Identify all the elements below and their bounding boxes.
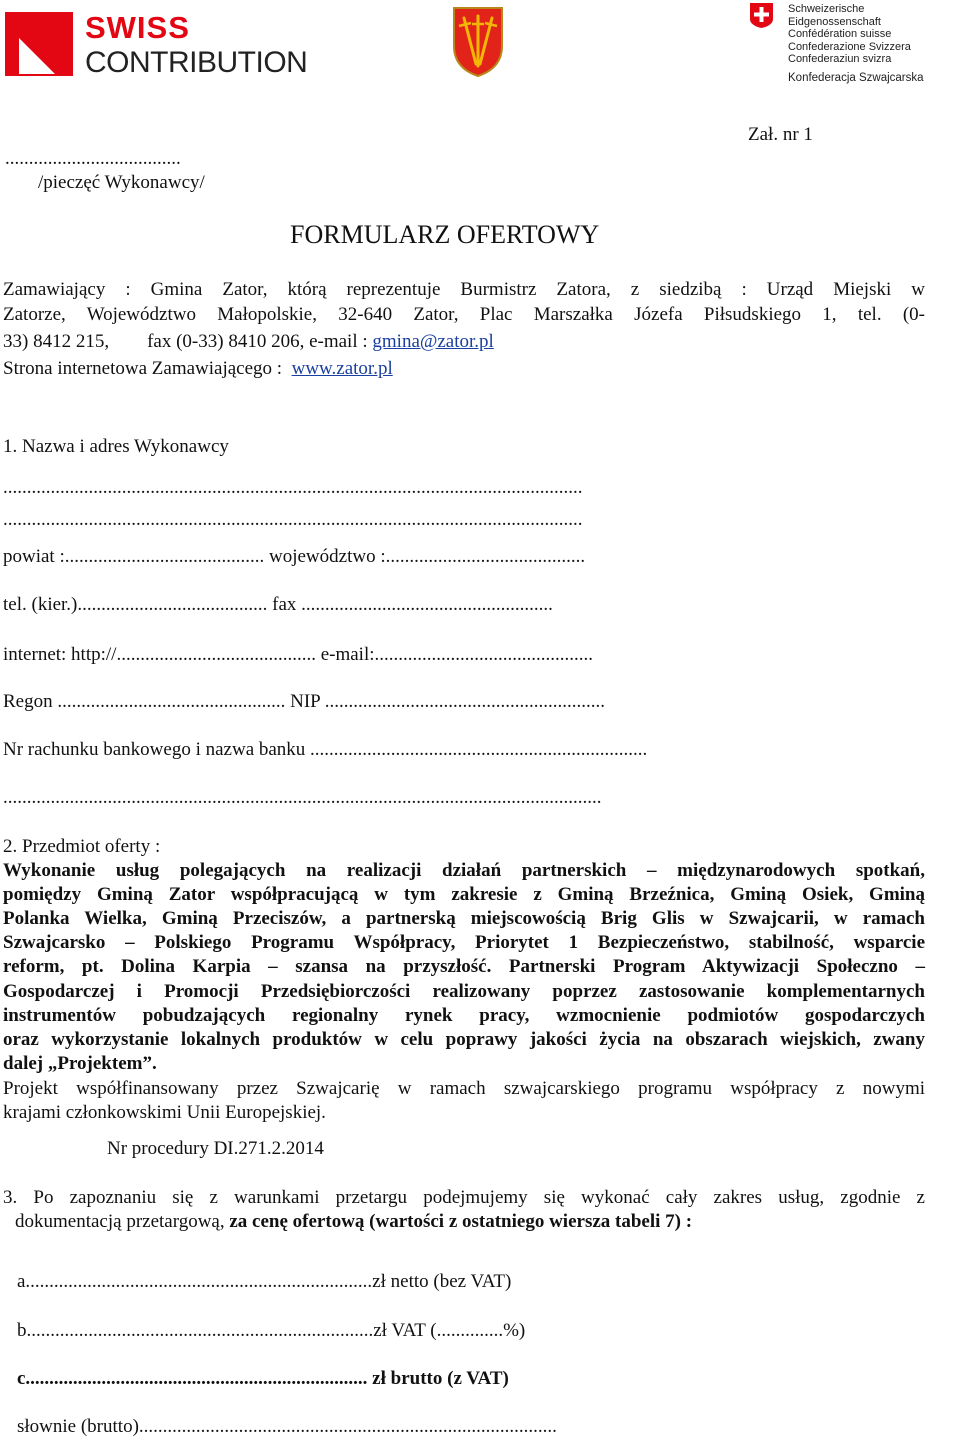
zator-coat-of-arms-icon xyxy=(452,6,504,78)
subject-line-9: dalej „Projektem”. xyxy=(3,1053,157,1074)
subject-line-7: instrumentów pobudzających regionalny rynek pracy, wzmocnienie podmiotów gospodarczych xyxy=(3,1005,925,1026)
stamp-label: /pieczęć Wykonawcy/ xyxy=(38,172,205,193)
cofinance-line-2: krajami członkowskimi Unii Europejskiej. xyxy=(3,1102,326,1123)
website-line xyxy=(3,358,393,380)
cofinance-line-1: Projekt współfinansowany przez Szwajcarię w ramach szwajcarskiego programu współpracy z nowymi xyxy=(3,1078,925,1099)
swiss-contribution-logo xyxy=(5,10,325,80)
subject-line-1: Wykonanie usług polegających na realizacji działań partnerskich – międzynarodowych spotkań, xyxy=(3,860,925,881)
ordering-contact: 33) 8412 215, fax (0-33) 8410 206, e-mail : xyxy=(3,331,373,352)
confederation-names xyxy=(788,3,960,66)
price-vat-field: b.........................................................................zł VAT (..............%) xyxy=(17,1320,526,1341)
swiss-flag-icon xyxy=(748,2,775,29)
contractor-address-field: .......................................................................................................................... xyxy=(3,509,583,530)
subject-line-8: oraz wykorzystanie lokalnych produktów w celu poprawy jakości życia na obszarach wiejskich, zwany xyxy=(3,1029,925,1050)
swiss-confederation-logo xyxy=(748,2,960,88)
confederation-line-fr: Confédération suisse xyxy=(788,28,892,40)
email-link[interactable]: gmina@zator.pl xyxy=(372,331,494,352)
subject-line-2: pomiędzy Gminą Zator współpracującą w tym zakresie z Gminą Brzeźnica, Gminą Osiek, Gminą xyxy=(3,884,925,905)
phone-fax-field: tel. (kier.)........................................ fax ..................................................... xyxy=(3,594,553,615)
contractor-name-field: .......................................................................................................................... xyxy=(3,477,583,498)
section-1-heading: 1. Nazwa i adres Wykonawcy xyxy=(3,436,229,457)
procedure-number: Nr procedury DI.271.2.2014 xyxy=(107,1138,324,1159)
price-net-field: a.........................................................................zł netto (bez VAT) xyxy=(17,1271,512,1292)
confederation-line-rm: Confederaziun svizra xyxy=(788,53,892,65)
ordering-party-line-2: Zatorze, Województwo Małopolskie, 32-640 Zator, Plac Marszałka Józefa Piłsudskiego 1, tel. (0- xyxy=(3,304,925,325)
confederation-line-de: Schweizerische Eidgenossenschaft xyxy=(788,3,881,28)
section-3-line-2 xyxy=(15,1211,692,1233)
bank-account-field: Nr rachunku bankowego i nazwa banku ....................................................................... xyxy=(3,739,648,760)
section-2-heading: 2. Przedmiot oferty : xyxy=(3,836,161,857)
page-title: FORMULARZ OFERTOWY xyxy=(290,220,600,249)
regon-nip-field: Regon ................................................ NIP ........................................................... xyxy=(3,691,606,712)
bank-account-dots: .............................................................................................................................. xyxy=(3,787,602,808)
swiss-contribution-mark-icon xyxy=(5,12,73,76)
swiss-logo-word-1: SWISS xyxy=(85,10,190,45)
section-3-line-1: 3. Po zapoznaniu się z warunkami przetargu podejmujemy się wykonać cały zakres usług, zgodnie z xyxy=(3,1187,925,1208)
website-label: Strona internetowa Zamawiającego : xyxy=(3,358,292,379)
subject-line-5: reform, pt. Dolina Karpia – szansa na przyszłość. Partnerski Program Aktywizacji Społeczno – xyxy=(3,956,925,977)
county-region-field: powiat :.......................................... województwo :.......................................... xyxy=(3,546,586,567)
section-3-text: dokumentacją przetargową, xyxy=(15,1211,230,1232)
stamp-dots: ..................................... xyxy=(5,148,181,169)
subject-line-3: Polanka Wielka, Gminą Przeciszów, a partnerską miejscowością Brig Glis w Szwajcarii, w ramach xyxy=(3,908,925,929)
price-in-words-field: słownie (brutto)........................................................................................ xyxy=(17,1416,557,1437)
ordering-party-line-1: Zamawiający : Gmina Zator, którą reprezentuje Burmistrz Zatora, z siedzibą : Urząd Miejski w xyxy=(3,279,925,300)
ordering-party-line-3 xyxy=(3,331,494,353)
confederation-polish-name: Konfederacja Szwajcarska xyxy=(788,72,924,84)
attachment-number: Zał. nr 1 xyxy=(748,124,813,145)
subject-line-4: Szwajcarsko – Polskiego Programu Współpracy, Priorytet 1 Bezpieczeństwo, stabilność, wsparcie xyxy=(3,932,925,953)
website-link[interactable]: www.zator.pl xyxy=(291,358,393,379)
swiss-logo-word-2: CONTRIBUTION xyxy=(85,46,308,79)
internet-email-field: internet: http://.......................................... e-mail:.............................................. xyxy=(3,644,594,665)
price-gross-field: c........................................................................ zł brutto (z VAT) xyxy=(17,1368,509,1389)
section-3-price-note: za cenę ofertową (wartości z ostatniego wiersza tabeli 7) : xyxy=(229,1211,693,1232)
subject-line-6: Gospodarczej i Promocji Przedsiębiorczości realizowany poprzez zastosowanie komplementarnych xyxy=(3,981,925,1002)
confederation-line-it: Confederazione Svizzera xyxy=(788,40,911,53)
